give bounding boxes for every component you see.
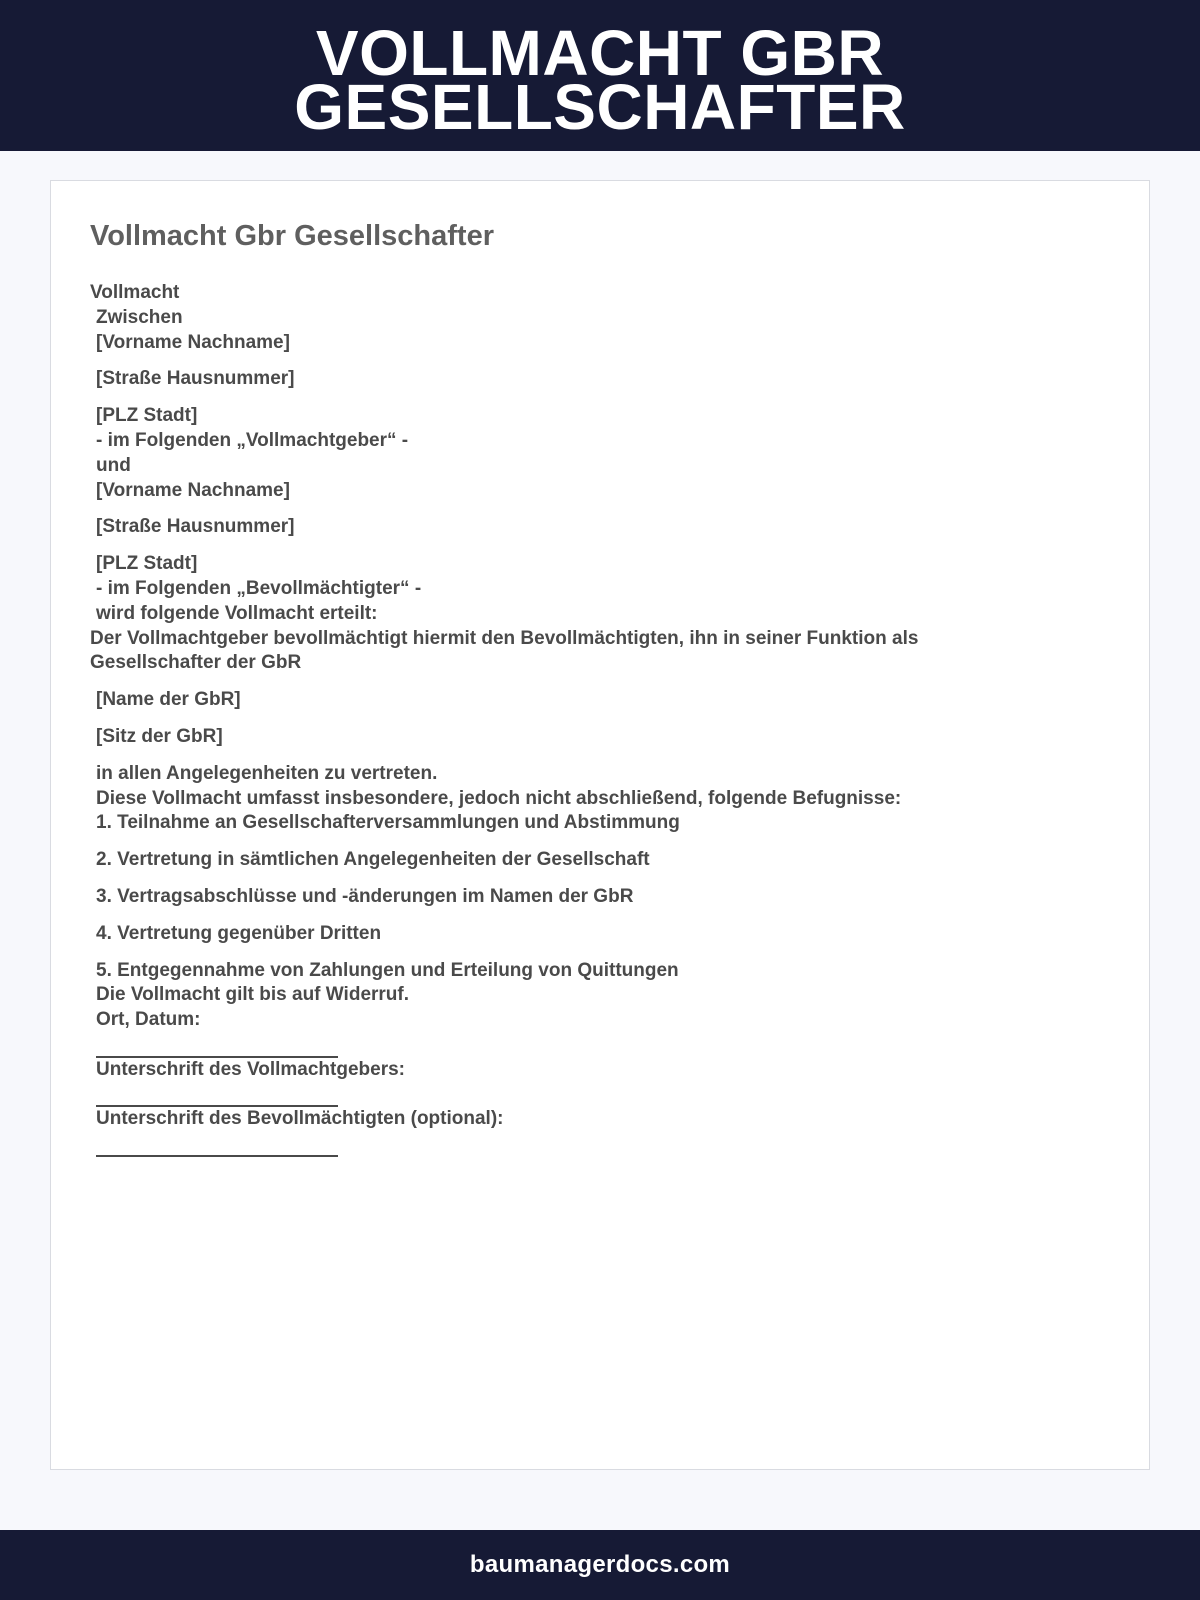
document-heading: Vollmacht Gbr Gesellschafter bbox=[90, 220, 494, 252]
doc-list-item-4: 4. Vertretung gegenüber Dritten bbox=[96, 922, 382, 944]
doc-line-vollmacht: Vollmacht bbox=[90, 282, 180, 303]
doc-line-gbr-name: [Name der GbR] bbox=[96, 689, 241, 711]
doc-list-item-1: 1. Teilnahme an Gesellschafterversammlungen und Abstimmung bbox=[96, 812, 680, 834]
doc-line-authorization: Der Vollmachtgeber bevollmächtigt hiermit den Bevollmächtigten, ihn in seiner Funktion als Gesellschafter der GbR bbox=[90, 627, 919, 674]
doc-line-agent-signature: Unterschrift des Bevollmächtigten (optional): bbox=[96, 1108, 504, 1130]
header-banner bbox=[0, 0, 1200, 151]
doc-line-agent-name: [Vorname Nachname] bbox=[96, 479, 290, 501]
doc-list-item-2: 2. Vertretung in sämtlichen Angelegenheiten der Gesellschaft bbox=[96, 849, 650, 871]
doc-list-item-3: 3. Vertragsabschlüsse und -änderungen im Namen der GbR bbox=[96, 885, 634, 907]
document-card bbox=[50, 180, 1150, 1470]
banner-title-line-2: GESELLSCHAFTER bbox=[294, 71, 906, 143]
footer-banner bbox=[0, 1530, 1200, 1600]
doc-line-grantor-signature: Unterschrift des Vollmachtgebers: bbox=[96, 1058, 406, 1080]
doc-line-grantor-name: [Vorname Nachname] bbox=[96, 331, 290, 353]
doc-line-scope: in allen Angelegenheiten zu vertreten. bbox=[96, 762, 438, 784]
doc-line-gbr-seat: [Sitz der GbR] bbox=[96, 725, 223, 747]
document-body bbox=[90, 281, 1090, 1157]
doc-line-grantor-city: [PLZ Stadt] bbox=[96, 405, 198, 427]
doc-line-intro: wird folgende Vollmacht erteilt: bbox=[96, 602, 378, 624]
signature-line-grantor bbox=[96, 1083, 338, 1108]
doc-line-und: und bbox=[96, 454, 131, 476]
doc-line-zwischen: Zwischen bbox=[96, 306, 183, 328]
banner-title-line-1: VOLLMACHT GBR bbox=[315, 17, 885, 89]
footer-site-link[interactable]: baumanagerdocs.com bbox=[469, 1551, 731, 1578]
doc-line-validity: Die Vollmacht gilt bis auf Widerruf. bbox=[96, 984, 410, 1006]
doc-line-grantor-street: [Straße Hausnummer] bbox=[96, 368, 295, 390]
doc-line-place-date: Ort, Datum: bbox=[96, 1009, 201, 1031]
doc-line-agent-street: [Straße Hausnummer] bbox=[96, 516, 295, 538]
signature-line-agent bbox=[96, 1132, 338, 1157]
banner-title bbox=[0, 0, 1200, 143]
doc-line-grantor-role: - im Folgenden „Vollmachtgeber“ - bbox=[96, 429, 409, 451]
signature-line-place-date bbox=[96, 1033, 338, 1058]
doc-line-powers-intro: Diese Vollmacht umfasst insbesondere, jedoch nicht abschließend, folgende Befugnisse: bbox=[96, 787, 902, 809]
doc-line-agent-role: - im Folgenden „Bevollmächtigter“ - bbox=[96, 577, 422, 599]
doc-line-agent-city: [PLZ Stadt] bbox=[96, 553, 198, 575]
doc-list-item-5: 5. Entgegennahme von Zahlungen und Erteilung von Quittungen bbox=[96, 959, 679, 981]
